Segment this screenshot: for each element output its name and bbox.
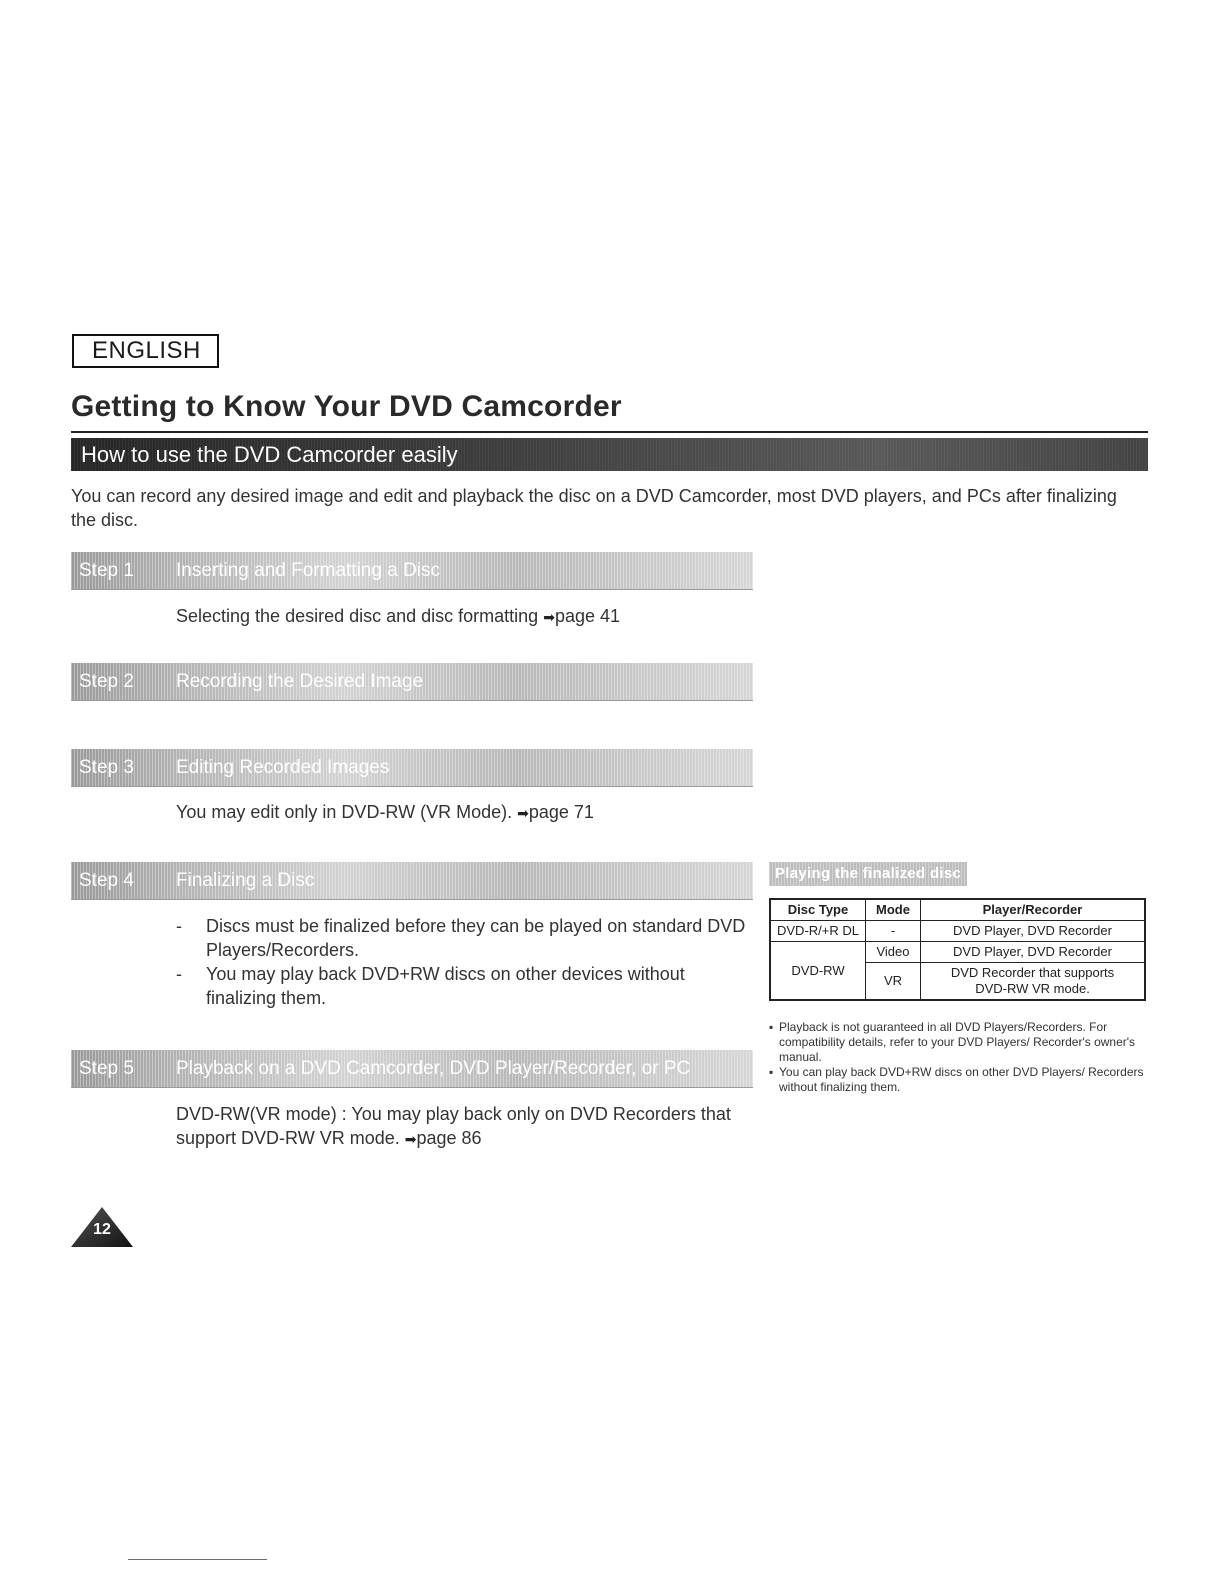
step-2-label: Step 2 [79, 671, 134, 692]
list-item [176, 914, 746, 962]
intro-text: You can record any desired image and edit and playback the disc on a DVD Camcorder, most DVD players, and PCs after finalizing the disc. [71, 486, 1117, 530]
step-3-text [176, 800, 594, 825]
step-5-label: Step 5 [79, 1058, 134, 1079]
list-item [176, 962, 746, 1010]
step-1-page-ref: page 41 [554, 606, 621, 626]
page-number: 12 [93, 1221, 111, 1238]
header-mode: Mode [866, 899, 921, 921]
step-5-text [176, 1102, 746, 1151]
arrow-right-icon: ➡ [517, 805, 529, 821]
arrow-right-icon: ➡ [543, 609, 555, 625]
bullet-text: You may play back DVD+RW discs on other devices without finalizing them. [206, 964, 685, 1008]
step-3-label: Step 3 [79, 757, 134, 778]
cell-mode: - [866, 921, 921, 942]
section-banner: How to use the DVD Camcorder easily [71, 438, 1148, 471]
note-item [769, 1065, 1154, 1095]
cell-player-line: DVD-RW VR mode. [975, 981, 1090, 996]
step-1-text [176, 604, 620, 629]
step-1-title: Inserting and Formatting a Disc [176, 560, 441, 581]
note-text: Playback is not guaranteed in all DVD Players/Recorders. For compatibility details, refer to your DVD Players/ Recorder's owner's manual. [779, 1020, 1136, 1064]
disc-compatibility-table [769, 898, 1146, 1001]
step-1-label: Step 1 [79, 560, 134, 581]
playing-finalized-heading: Playing the finalized disc [769, 862, 967, 886]
step-2-bar [71, 663, 753, 701]
step-5-title: Playback on a DVD Camcorder, DVD Player/Recorder, or PC [176, 1058, 691, 1079]
arrow-right-icon: ➡ [404, 1131, 417, 1147]
table-row [770, 942, 1145, 963]
step-3-description: You may edit only in DVD-RW (VR Mode). [176, 802, 518, 822]
page-title: Getting to Know Your DVD Camcorder [71, 390, 622, 423]
bottom-divider [128, 1559, 267, 1560]
step-1-bar [71, 552, 753, 590]
step-3-title: Editing Recorded Images [176, 757, 390, 778]
cell-disc-type: DVD-R/+R DL [770, 921, 866, 942]
header-disc-type: Disc Type [770, 899, 866, 921]
bullet-text: Discs must be finalized before they can be played on standard DVD Players/Recorders. [206, 916, 746, 960]
step-1-description: Selecting the desired disc and disc formatting [176, 606, 544, 626]
note-bullet-icon: ▪ [769, 1065, 774, 1079]
cell-disc-type: DVD-RW [770, 942, 866, 1001]
note-text: You can play back DVD+RW discs on other DVD Players/ Recorders without finalizing them. [779, 1065, 1144, 1094]
note-item [769, 1020, 1154, 1065]
table-header-row [770, 899, 1145, 921]
playback-notes [769, 1020, 1154, 1095]
step-5-bar [71, 1050, 753, 1088]
step-5-page-ref: page 86 [416, 1128, 482, 1148]
bullet-dash: - [176, 916, 182, 936]
bullet-dash: - [176, 964, 182, 984]
step-3-page-ref: page 71 [528, 802, 594, 822]
cell-player [921, 963, 1146, 1001]
cell-mode: Video [866, 942, 921, 963]
step-4-bar [71, 862, 753, 900]
step-5-description: DVD-RW(VR mode) : You may play back only on DVD Recorders that support DVD-RW VR mode. [176, 1104, 731, 1148]
cell-player: DVD Player, DVD Recorder [921, 921, 1146, 942]
header-player-recorder: Player/Recorder [921, 899, 1146, 921]
cell-mode: VR [866, 963, 921, 1001]
step-4-bullets [176, 914, 746, 1010]
title-divider [71, 431, 1148, 433]
step-2-title: Recording the Desired Image [176, 671, 424, 692]
note-bullet-icon: ▪ [769, 1020, 774, 1034]
step-4-title: Finalizing a Disc [176, 870, 315, 891]
step-3-bar [71, 749, 753, 787]
language-label: ENGLISH [72, 334, 219, 368]
table-row [770, 921, 1145, 942]
step-4-label: Step 4 [79, 870, 134, 891]
cell-player-line: DVD Recorder that supports [950, 965, 1115, 980]
cell-player: DVD Player, DVD Recorder [921, 942, 1146, 963]
